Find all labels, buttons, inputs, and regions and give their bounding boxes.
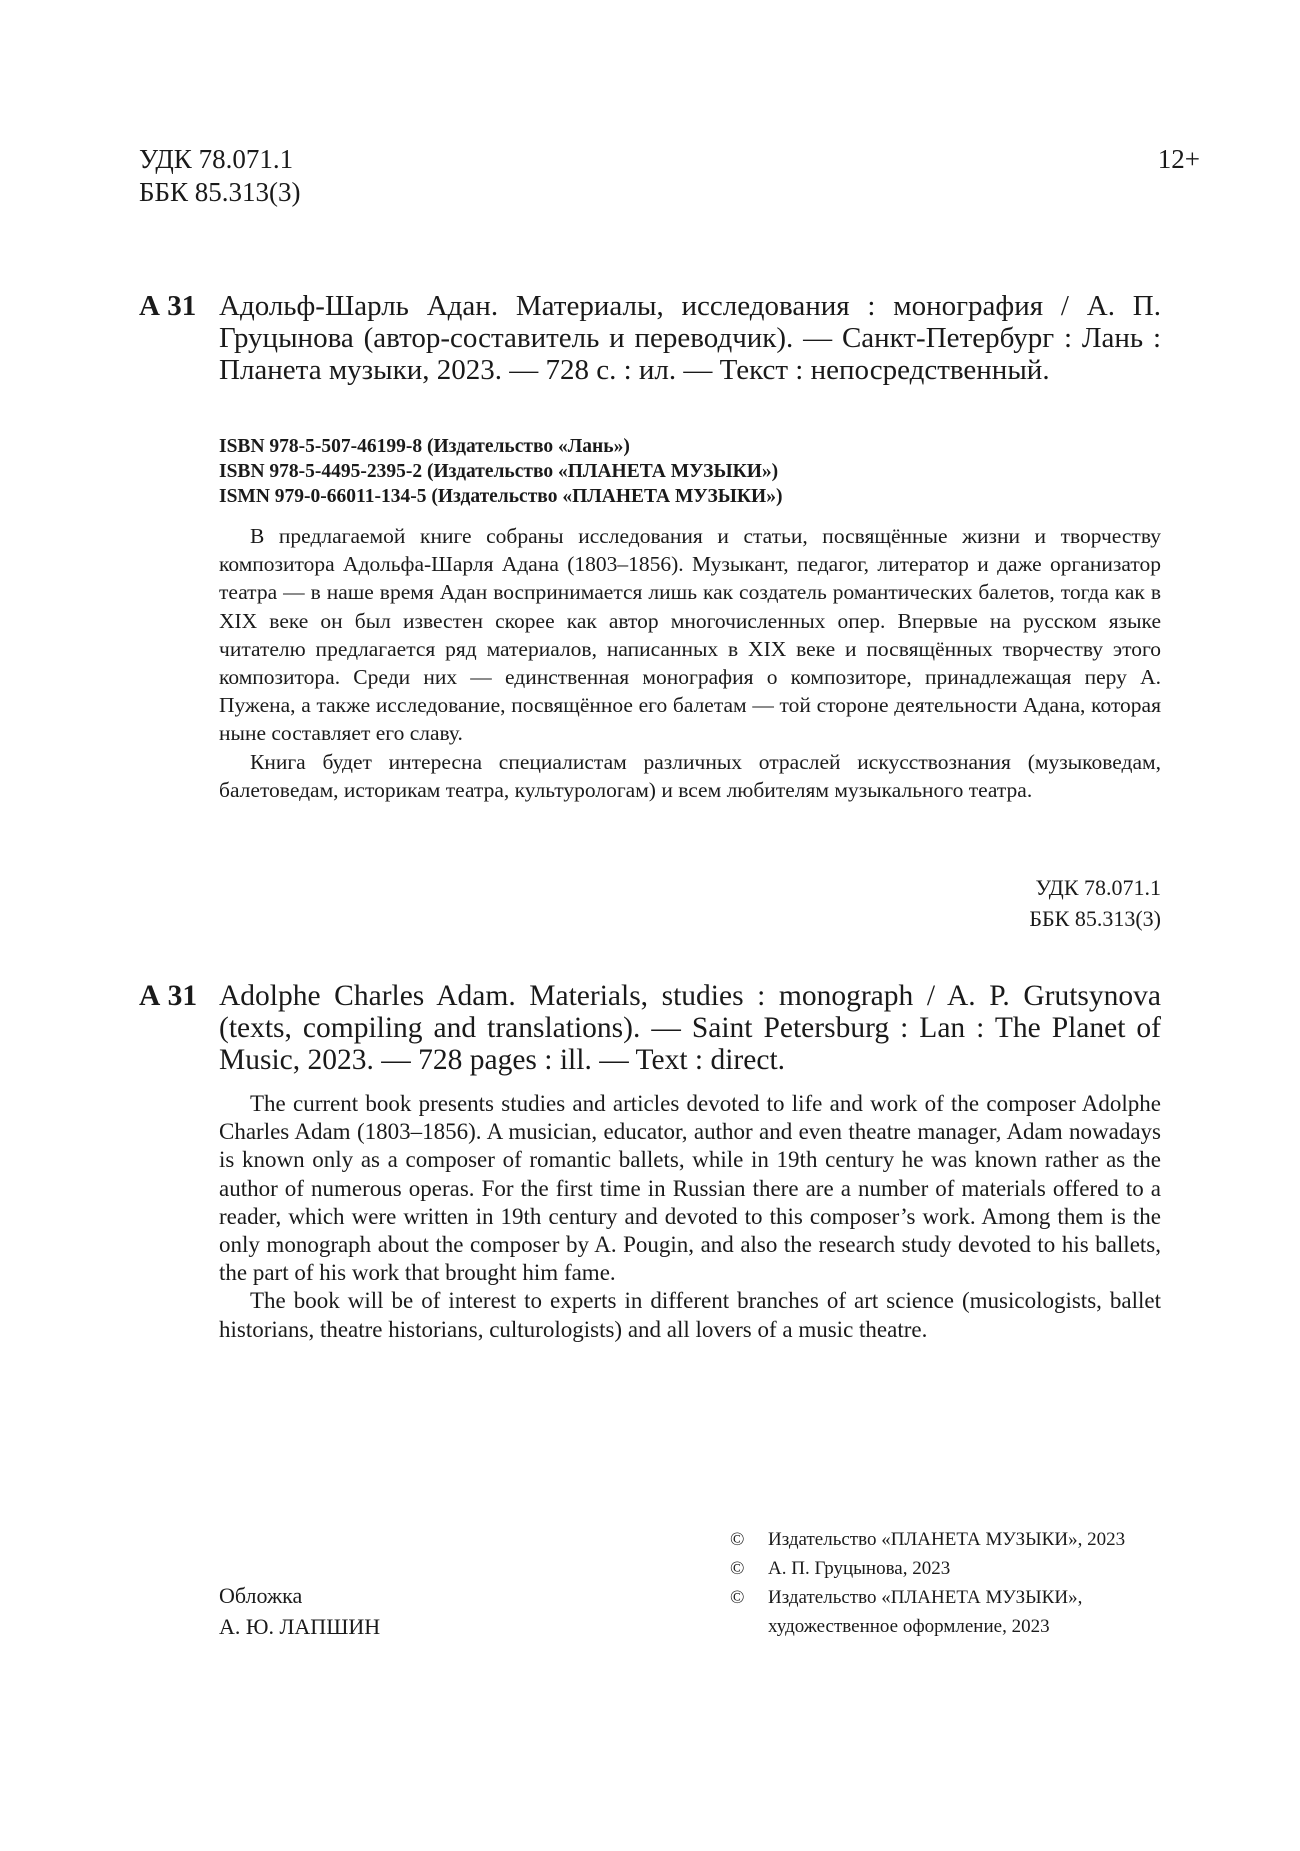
annotation-paragraph: The current book presents studies and articles devoted to life and work of the composer Adolphe Charles Adam (1803–1856). A musician, educator, author and even theatre manager, Adam nowadays is known only as a composer of romantic ballets, while in 19th century he was known rather as the author of numerous operas. For the first time in Russian there are a number of materials offered to a reader, which were written in 19th century and devoted to this composer’s work. Among them is the only monograph about the composer by A. Pougin, and also the research study devoted to his ballets, the part of his work that brought him fame.: [219, 1091, 1161, 1286]
copyright-text: Издательство «ПЛАНЕТА МУЗЫКИ», художественное оформление, 2023: [768, 1587, 1083, 1637]
copyright-text: А. П. Груцынова, 2023: [768, 1558, 951, 1579]
bbk-code: ББК 85.313(3): [1029, 906, 1161, 931]
cover-artist: А. Ю. ЛАПШИН: [219, 1614, 381, 1639]
annotation-paragraph: В предлагаемой книге собраны исследования и статьи, посвящённые жизни и творчеству композитора Адольфа-Шарля Адана (1803–1856). Музыкант, педагог, литератор и даже организатор театра — в наше время Адан воспринимается лишь как создатель романтических балетов, тогда как в XIX веке он был известен скорее как автор многочисленных опер. Впервые на русском языке читателю предлагается ряд материалов, написанных в XIX веке и посвящённых творчеству этого композитора. Среди них — единственная монография о композиторе, принадлежащая перу А. Пужена, а также исследование, посвящённое его балетам — той стороне деятельности Адана, которая ныне составляет его славу.: [219, 524, 1161, 746]
header-classification: [139, 143, 301, 209]
ru-entry-text: Адольф-Шарль Адан. Материалы, исследования : монография / А. П. Груцынова (автор-составитель и переводчик). — Санкт-Петербург : Лань : Планета музыки, 2023. — 728 с. : ил. — Текст : непосредственный.: [219, 290, 1161, 386]
copyright-block: [730, 1525, 1125, 1641]
copyright-symbol: ©: [730, 1558, 745, 1579]
copyright-symbol: ©: [730, 1587, 745, 1608]
isbn-line: ISBN 978-5-507-46199-8 (Издательство «Лань»): [219, 436, 630, 457]
cover-credit: [219, 1580, 380, 1642]
ru-bibliographic-entry: [139, 290, 1161, 386]
copyright-text: Издательство «ПЛАНЕТА МУЗЫКИ», 2023: [768, 1529, 1126, 1550]
ismn-line: ISMN 979-0-66011-134-5 (Издательство «ПЛАНЕТА МУЗЫКИ»): [219, 486, 783, 507]
isbn-line: ISBN 978-5-4495-2395-2 (Издательство «ПЛАНЕТА МУЗЫКИ»): [219, 461, 779, 482]
bottom-classification: [1029, 872, 1161, 934]
udk-code: УДК 78.071.1: [139, 144, 294, 174]
copyright-line: [730, 1525, 1125, 1554]
ru-annotation: [219, 522, 1161, 804]
copyright-symbol: ©: [730, 1529, 745, 1550]
en-bibliographic-entry: [139, 980, 1161, 1076]
bbk-code: ББК 85.313(3): [139, 177, 301, 207]
en-annotation: [219, 1090, 1161, 1344]
udk-code: УДК 78.071.1: [1035, 875, 1161, 900]
en-entry-text: Adolphe Charles Adam. Materials, studies : monograph / A. P. Grutsynova (texts, compiling and translations). — Saint Petersburg : Lan : The Planet of Music, 2023. — 728 pages : ill. — Text : direct.: [219, 980, 1161, 1076]
age-rating: 12+: [1157, 144, 1200, 174]
copyright-line: [730, 1554, 1125, 1583]
author-mark: А 31: [139, 980, 198, 1012]
cover-label: Обложка: [219, 1583, 303, 1608]
copyright-line: [730, 1583, 1125, 1641]
annotation-paragraph: The book will be of interest to experts in different branches of art science (musicologists, ballet historians, theatre historians, culturologists) and all lovers of a music theatre.: [219, 1288, 1161, 1342]
annotation-paragraph: Книга будет интересна специалистам различных отраслей искусствознания (музыковедам, балетоведам, историкам театра, культурологам) и всем любителям музыкального театра.: [219, 749, 1161, 802]
isbn-list: [219, 434, 782, 509]
author-mark: А 31: [139, 290, 197, 322]
